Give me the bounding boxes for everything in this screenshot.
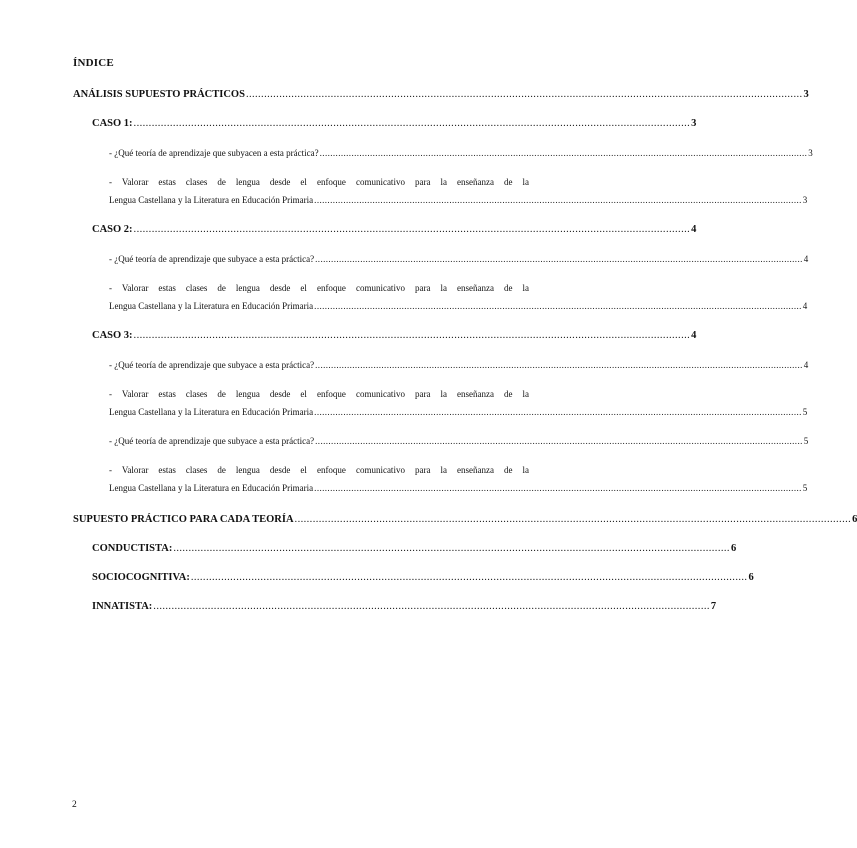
toc-page-number: 4 xyxy=(691,330,697,341)
toc-entry-label: CASO 1: xyxy=(92,118,133,129)
toc-entry-caso-3-teoria[interactable] xyxy=(109,360,809,370)
toc-entry-caso-1-valorar-line1: - Valorar estas clases de lengua desde el enfoque comunicativo para la enseñanza de la xyxy=(109,177,529,187)
toc-entry-label: Lengua Castellana y la Literatura en Educación Primaria xyxy=(109,483,314,493)
toc-page-number: 5 xyxy=(802,483,808,493)
toc-dot-leader: ........................................................................................................................................................................................ xyxy=(133,330,691,341)
toc-entry-caso-2-teoria[interactable] xyxy=(109,254,809,264)
toc-entry-label: Lengua Castellana y la Literatura en Educación Primaria xyxy=(109,195,314,205)
toc-page-number: 4 xyxy=(803,254,809,264)
toc-dot-leader: ........................................................................................................................................................................................ xyxy=(133,224,691,235)
toc-entry-caso-3-valorar-line1: - Valorar estas clases de lengua desde el enfoque comunicativo para la enseñanza de la xyxy=(109,389,529,399)
toc-page-number: 5 xyxy=(803,436,809,446)
toc-entry-caso-3-valorar[interactable] xyxy=(109,407,808,417)
toc-entry-caso-2-valorar-line1: - Valorar estas clases de lengua desde el enfoque comunicativo para la enseñanza de la xyxy=(109,283,529,293)
toc-dot-leader: ........................................................................................................................................................................................ xyxy=(315,254,803,264)
toc-entry-label: INNATISTA: xyxy=(92,601,153,612)
toc-page-number: 4 xyxy=(802,301,808,311)
toc-entry-caso-3-valorar-2[interactable] xyxy=(109,483,808,493)
toc-entry-label: - ¿Qué teoría de aprendizaje que subyacen a esta práctica? xyxy=(109,148,319,158)
toc-page-number: 3 xyxy=(802,195,808,205)
footer-page-number: 2 xyxy=(72,800,77,810)
toc-entry-label: Lengua Castellana y la Literatura en Educación Primaria xyxy=(109,301,314,311)
toc-page-number: 6 xyxy=(730,543,737,554)
toc-page-number: 7 xyxy=(710,601,717,612)
toc-entry-label: ANÁLISIS SUPUESTO PRÁCTICOS xyxy=(73,89,245,100)
toc-dot-leader: ........................................................................................................................................................................................ xyxy=(133,118,691,129)
toc-dot-leader: ........................................................................................................................................................................................ xyxy=(315,360,803,370)
toc-entry-caso-3[interactable] xyxy=(92,330,697,342)
toc-page-number: 6 xyxy=(852,514,857,525)
toc-entry-label: CASO 3: xyxy=(92,330,133,341)
toc-entry-label: CONDUCTISTA: xyxy=(92,543,173,554)
toc-entry-conductista[interactable] xyxy=(92,543,737,555)
toc-entry-caso-2[interactable] xyxy=(92,224,697,236)
toc-dot-leader: ........................................................................................................................................................................................ xyxy=(315,436,803,446)
toc-entry-label: SUPUESTO PRÁCTICO PARA CADA TEORÍA xyxy=(73,514,294,525)
toc-dot-leader: ........................................................................................................................................................................................ xyxy=(190,572,748,583)
toc-page-number: 3 xyxy=(808,148,813,158)
toc-dot-leader: ........................................................................................................................................................................................ xyxy=(314,195,802,205)
toc-dot-leader: ........................................................................................................................................................................................ xyxy=(294,514,852,525)
toc-page-number: 5 xyxy=(802,407,808,417)
toc-entry-innatista[interactable] xyxy=(92,601,717,613)
toc-entry-caso-1-teoria[interactable] xyxy=(109,148,813,158)
toc-dot-leader: ........................................................................................................................................................................................ xyxy=(245,89,803,100)
toc-dot-leader: ........................................................................................................................................................................................ xyxy=(314,483,802,493)
toc-entry-caso-1[interactable] xyxy=(92,118,697,130)
toc-page-number: 4 xyxy=(803,360,809,370)
toc-entry-label: SOCIOCOGNITIVA: xyxy=(92,572,190,583)
toc-entry-label: Lengua Castellana y la Literatura en Educación Primaria xyxy=(109,407,314,417)
toc-page-number: 3 xyxy=(803,89,809,100)
toc-entry-sociocognitiva[interactable] xyxy=(92,572,754,584)
index-title: ÍNDICE xyxy=(73,57,114,69)
toc-entry-caso-1-valorar[interactable] xyxy=(109,195,808,205)
toc-entry-caso-3-valorar-2-line1: - Valorar estas clases de lengua desde el enfoque comunicativo para la enseñanza de la xyxy=(109,465,529,475)
toc-entry-label: - ¿Qué teoría de aprendizaje que subyace a esta práctica? xyxy=(109,254,315,264)
toc-entry-label: CASO 2: xyxy=(92,224,133,235)
toc-dot-leader: ........................................................................................................................................................................................ xyxy=(314,301,802,311)
toc-entry-label: - ¿Qué teoría de aprendizaje que subyace a esta práctica? xyxy=(109,360,315,370)
toc-dot-leader: ........................................................................................................................................................................................ xyxy=(319,148,808,158)
toc-entry-label: - ¿Qué teoría de aprendizaje que subyace a esta práctica? xyxy=(109,436,315,446)
toc-page-number: 3 xyxy=(691,118,697,129)
toc-entry-caso-3-teoria-2[interactable] xyxy=(109,436,809,446)
toc-dot-leader: ........................................................................................................................................................................................ xyxy=(173,543,730,554)
toc-entry-supuesto-practico[interactable] xyxy=(73,514,857,526)
toc-entry-caso-2-valorar[interactable] xyxy=(109,301,808,311)
toc-dot-leader: ........................................................................................................................................................................................ xyxy=(153,601,710,612)
toc-page-number: 6 xyxy=(748,572,754,583)
toc-dot-leader: ........................................................................................................................................................................................ xyxy=(314,407,802,417)
toc-entry-analisis[interactable] xyxy=(73,89,809,101)
toc-page-number: 4 xyxy=(691,224,697,235)
